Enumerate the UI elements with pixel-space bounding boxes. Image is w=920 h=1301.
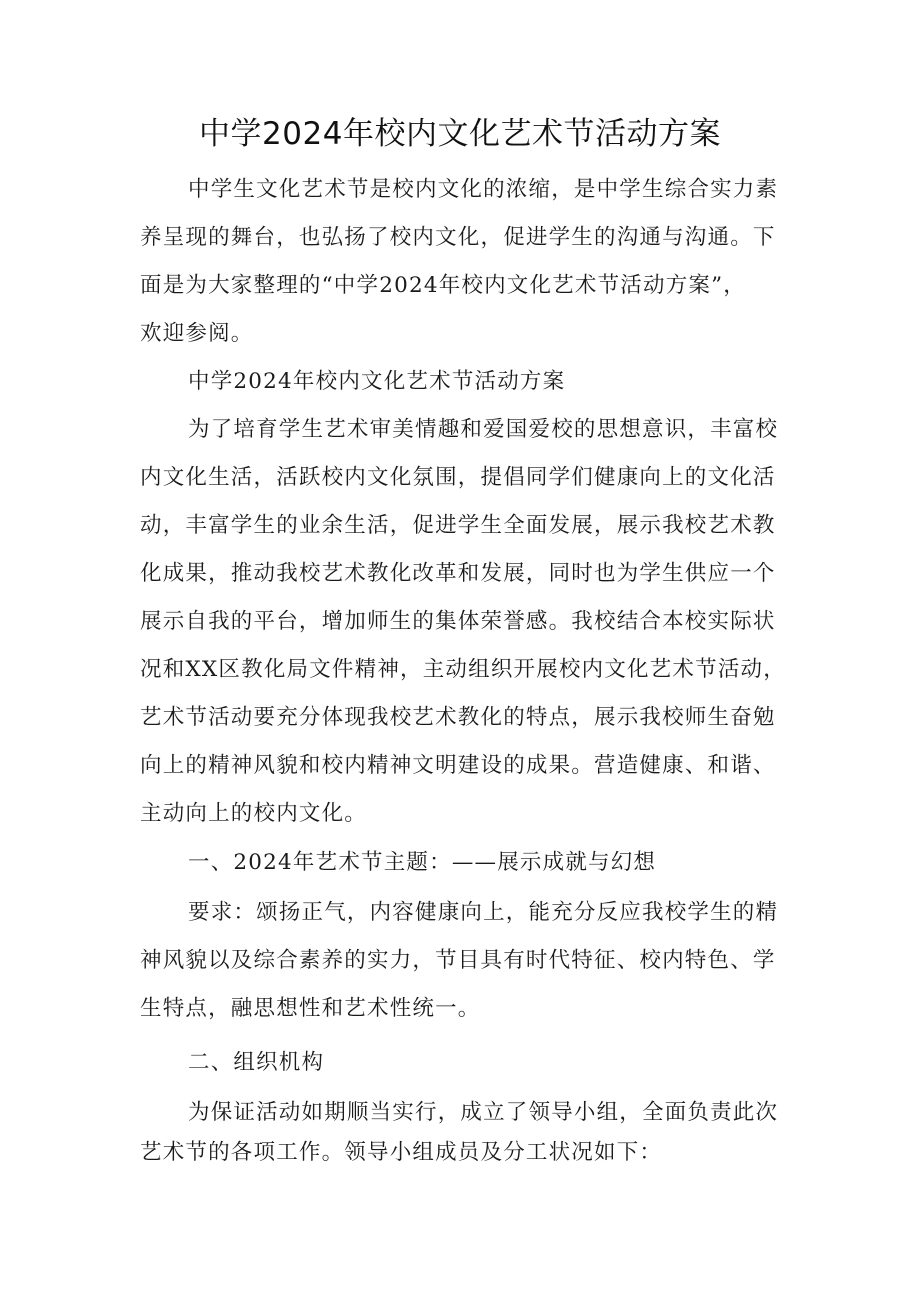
- section1-heading: 一、2024年艺术节主题：——展示成就与幻想: [188, 850, 657, 875]
- purpose-line: 化成果，推动我校艺术教化改革和发展，同时也为学生供应一个: [140, 561, 776, 586]
- requirements-line: 神风貌以及综合素养的实力，节目具有时代特征、校内特色、学: [140, 948, 776, 973]
- purpose-line: 况和XX区教化局文件精神，主动组织开展校内文化艺术节活动，: [140, 657, 786, 682]
- intro-line: 欢迎参阅。: [140, 321, 254, 346]
- purpose-line: 动，丰富学生的业余生活，促进学生全面发展，展示我校艺术教: [140, 513, 776, 538]
- intro-paragraph: [140, 166, 800, 358]
- organization-paragraph: [140, 1093, 800, 1173]
- intro-line: 面是为大家整理的“中学2024年校内文化艺术节活动方案”，: [140, 273, 747, 298]
- requirements-line: 生特点，融思想性和艺术性统一。: [140, 996, 481, 1021]
- requirements-paragraph: [140, 889, 800, 1033]
- purpose-line: 展示自我的平台，增加师生的集体荣誉感。我校结合本校实际状: [140, 609, 776, 634]
- organization-line: 为保证活动如期顺当实行，成立了领导小组，全面负责此次: [188, 1100, 779, 1125]
- section2-block: [140, 1039, 800, 1087]
- requirements-line: 要求：颂扬正气，内容健康向上，能充分反应我校学生的精: [188, 900, 779, 925]
- purpose-line: 主动向上的校内文化。: [140, 801, 368, 826]
- section1-block: [140, 839, 800, 887]
- purpose-line: 内文化生活，活跃校内文化氛围，提倡同学们健康向上的文化活: [140, 465, 776, 490]
- intro-line: 养呈现的舞台，也弘扬了校内文化，促进学生的沟通与沟通。下: [140, 225, 776, 250]
- organization-line: 艺术节的各项工作。领导小组成员及分工状况如下：: [140, 1140, 663, 1165]
- document-subtitle: 中学2024年校内文化艺术节活动方案: [188, 369, 566, 394]
- intro-line: 中学生文化艺术节是校内文化的浓缩，是中学生综合实力素: [188, 177, 779, 202]
- purpose-line: 艺术节活动要充分体现我校艺术教化的特点，展示我校师生奋勉: [140, 705, 776, 730]
- purpose-line: 向上的精神风貌和校内精神文明建设的成果。营造健康、和谐、: [140, 753, 776, 778]
- document-title: 中学2024年校内文化艺术节活动方案: [199, 116, 721, 152]
- purpose-line: 为了培育学生艺术审美情趣和爱国爱校的思想意识，丰富校: [188, 417, 779, 442]
- subtitle-block: [140, 358, 800, 406]
- purpose-paragraph: [140, 406, 800, 838]
- section2-heading: 二、组织机构: [188, 1050, 325, 1075]
